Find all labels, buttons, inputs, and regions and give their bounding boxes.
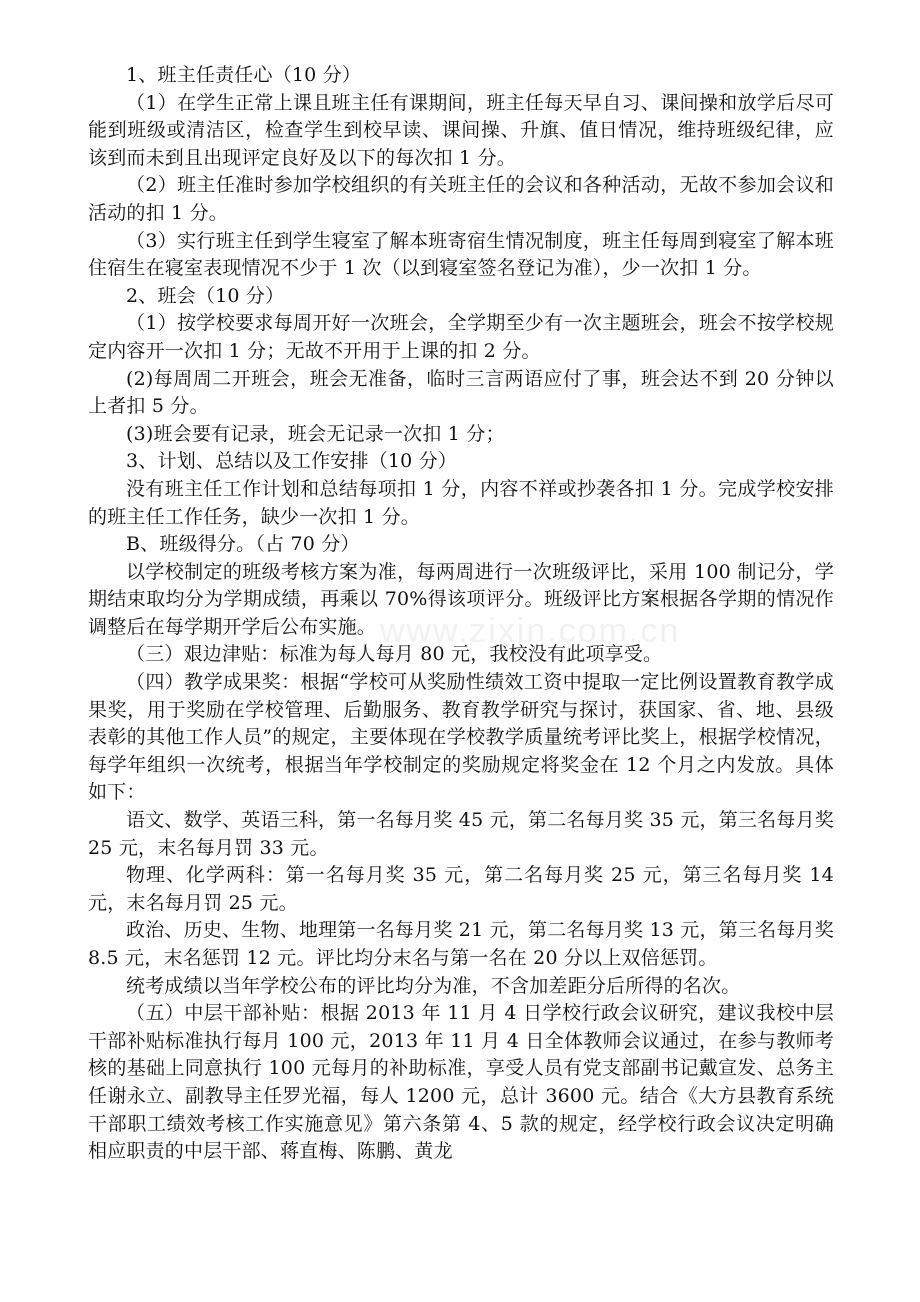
paragraph-rule-1: （1）在学生正常上课且班主任有课期间，班主任每天早自习、课间操和放学后尽可能到班级或清洁区，检查学生到校早读、课间操、升旗、值日情况，维持班级纪律，应该到而未到且出现评定良好及以下的每次扣 1 分。 bbox=[88, 91, 834, 169]
paragraph-meeting-1: （1）按学校要求每周开好一次班会，全学期至少有一次主题班会，班会不按学校规定内容开一次扣 1 分；无故不开用于上课的扣 2 分。 bbox=[88, 312, 834, 362]
paragraph-meeting-2: (2)每周周二开班会，班会无准备，临时三言两语应付了事，班会达不到 20 分钟以上者扣 5 分。 bbox=[88, 367, 834, 418]
paragraph-rule-3: （3）实行班主任到学生寝室了解本班寄宿生情况制度，班主任每周到寝室了解本班住宿生在寝室表现情况不少于 1 次（以到寝室签名登记为准），少一次扣 1 分。 bbox=[88, 229, 834, 280]
watermark-text: www.zixin.com.cn bbox=[380, 612, 681, 650]
section-heading-class-score: B、班级得分。（占 70 分） bbox=[126, 533, 360, 556]
paragraph-award-physics-chemistry: 物理、化学两科：第一名每月奖 35 元，第二名每月奖 25 元，第三名每月奖 14 元，末名每月罚 25 元。 bbox=[88, 864, 834, 914]
paragraph-middle-cadre-allowance: （五）中层干部补贴：根据 2013 年 11 月 4 日学校行政会议研究，建议我校中层干部补贴标准执行每月 100 元，2013 年 11 月 4 日全体教师会议通过，在参与教师考核的基础上同意执行 100 元每月的补助标准，享受人员有党支部副书记戴宣发、总务主任谢永立、副教导主任罗光福，每人 1200 元，总计 3600 元。结合《大方县教育系统干部职工绩效考核工作实施意见》第六条第 4、5 款的规定，经学校行政会议决定明确相应职责的中层干部、蒋直梅、陈鹏、黄龙 bbox=[88, 1002, 834, 1163]
paragraph-rule-2: （2）班主任准时参加学校组织的有关班主任的会议和各种活动，无故不参加会议和活动的扣 1 分。 bbox=[88, 174, 834, 224]
section-heading-plan-summary: 3、计划、总结以及工作安排（10 分） bbox=[126, 450, 458, 473]
paragraph-class-score: 以学校制定的班级考核方案为准，每两周进行一次班级评比，采用 100 制记分，学期结束取均分为学期成绩，再乘以 70%得该项评分。班级评比方案根据各学期的情况作调整后在每学期开学后公布实施。 bbox=[88, 560, 834, 638]
paragraph-award-chinese-math-english: 语文、数学、英语三科，第一名每月奖 45 元，第二名每月奖 35 元，第三名每月奖 25 元，末名每月罚 33 元。 bbox=[88, 809, 834, 859]
paragraph-plan-summary: 没有班主任工作计划和总结每项扣 1 分，内容不祥或抄袭各扣 1 分。完成学校安排的班主任工作任务，缺少一次扣 1 分。 bbox=[88, 477, 834, 528]
paragraph-exam-ranking: 统考成绩以当年学校公布的评比均分为准，不含加差距分后所得的名次。 bbox=[126, 974, 741, 997]
paragraph-border-allowance: （三）艰边津贴：标准为每人每月 80 元，我校没有此项享受。 bbox=[126, 643, 663, 666]
document-body bbox=[88, 62, 834, 1166]
section-heading-class-teacher-responsibility: 1、班主任责任心（10 分） bbox=[126, 64, 362, 86]
paragraph-meeting-3: (3)班会要有记录，班会无记录一次扣 1 分； bbox=[126, 422, 505, 445]
section-heading-class-meeting: 2、班会（10 分） bbox=[126, 284, 285, 307]
paragraph-award-other-subjects: 政治、历史、生物、地理第一名每月奖 21 元，第二名每月奖 13 元，第三名每月奖 8.5 元，末名惩罚 12 元。评比均分末名与第一名在 20 分以上双倍惩罚。 bbox=[88, 919, 834, 969]
paragraph-teaching-award: （四）教学成果奖：根据“学校可从奖励性绩效工资中提取一定比例设置教育教学成果奖，用于奖励在学校管理、后勤服务、教育教学研究与探讨，获国家、省、地、县级表彰的其他工作人员”的规定，主要体现在学校教学质量统考评比奖上，根据学校情况，每学年组织一次统考，根据当年学校制定的奖励规定将奖金在 12 个月之内发放。具体如下： bbox=[88, 671, 834, 804]
